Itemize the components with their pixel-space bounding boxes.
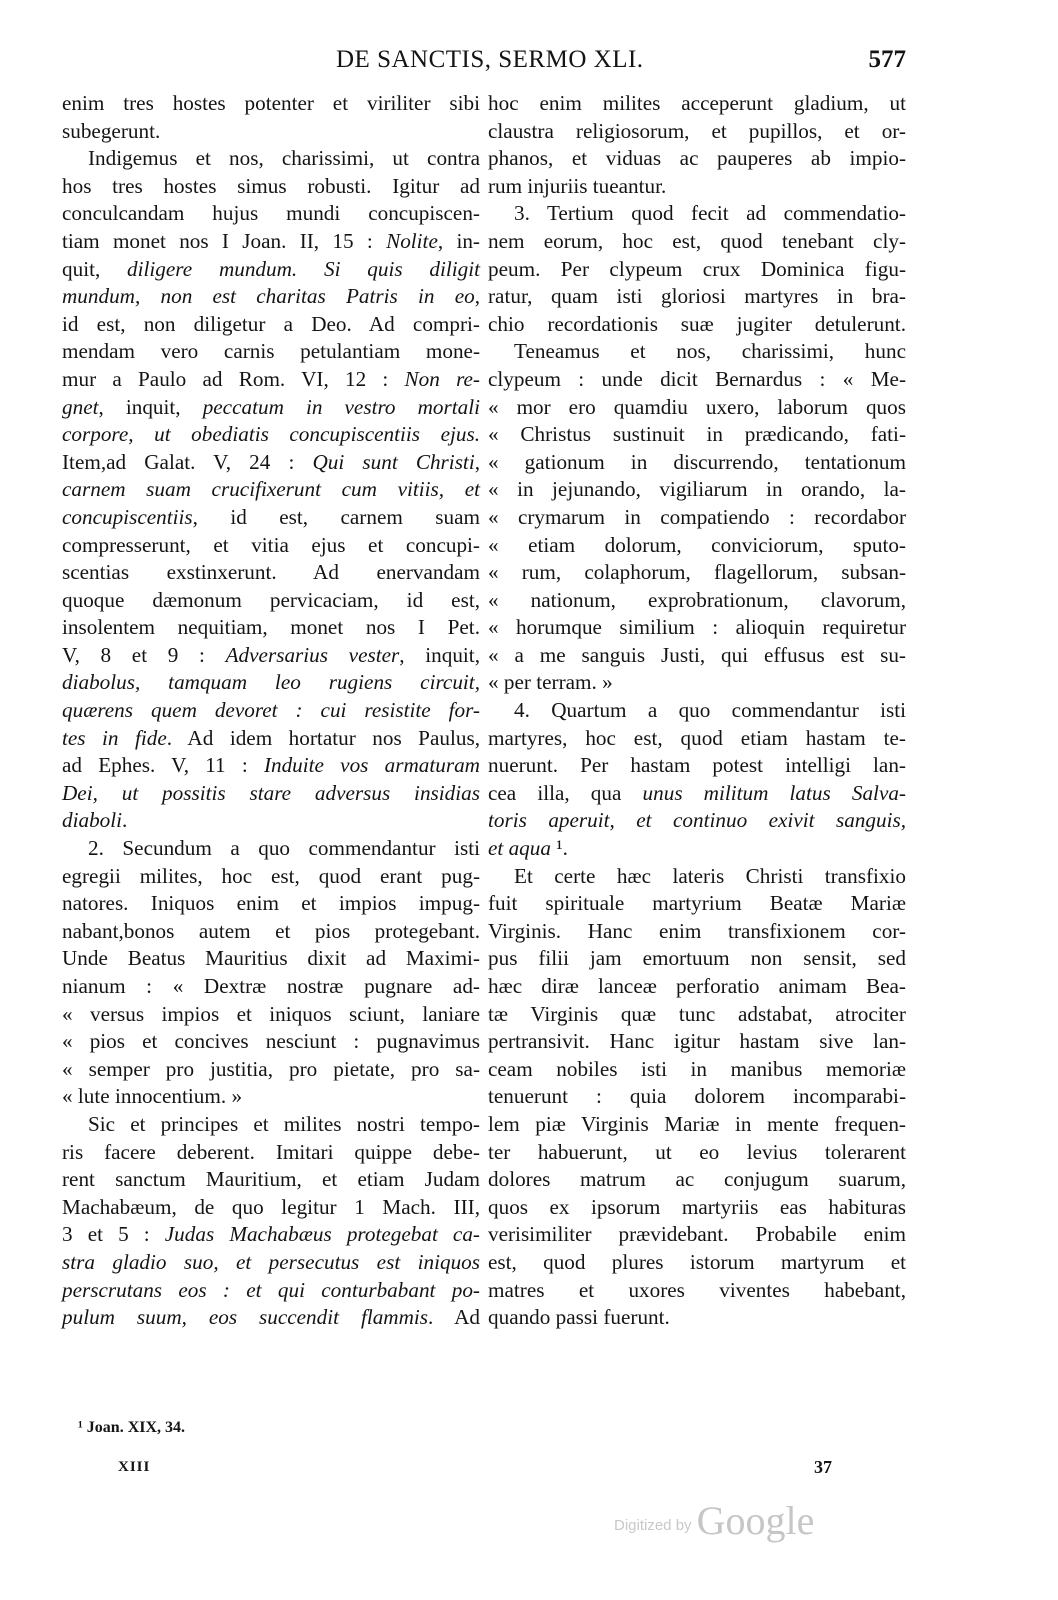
text-line: Dei, ut possitis stare adversus insidias xyxy=(62,780,480,805)
text-line: conculcandam hujus mundi concupiscen- xyxy=(62,201,480,226)
text-line: phanos, et viduas ac pauperes ab impio- xyxy=(488,146,906,171)
text-line: insolentem nequitiam, monet nos I Pet. xyxy=(62,615,480,640)
text-line: martyres, hoc est, quod etiam hastam te- xyxy=(488,725,906,750)
text-line: « lute innocentium. » xyxy=(62,1084,243,1109)
text-line: ceam nobiles isti in manibus memoriæ xyxy=(488,1056,906,1081)
text-line: « nationum, exprobrationum, clavorum, xyxy=(488,587,906,612)
text-line: Item,ad Galat. V, 24 : Qui sunt Christi, xyxy=(62,449,481,474)
text-line: ter habuerunt, ut eo levius tolerarent xyxy=(488,1139,906,1164)
text-line: tenuerunt : quia dolorem incomparabi- xyxy=(488,1084,906,1109)
watermark-brand: Google xyxy=(696,1498,815,1543)
text-line: 3 et 5 : Judas Machabæus protegebat ca- xyxy=(62,1222,480,1247)
text-line: mur a Paulo ad Rom. VI, 12 : Non re- xyxy=(62,366,480,391)
text-line: et aqua ¹. xyxy=(488,836,568,861)
digitized-watermark xyxy=(614,1497,815,1543)
text-line: toris aperuit, et continuo exivit sanguis, xyxy=(488,808,906,833)
text-line: hos tres hostes simus robusti. Igitur ad xyxy=(62,173,480,198)
text-line: Teneamus et nos, charissimi, hunc xyxy=(514,339,906,364)
text-line: V, 8 et 9 : Adversarius vester, inquit, xyxy=(62,642,480,667)
text-line: compresserunt, et vitia ejus et concupi- xyxy=(62,532,480,557)
text-line: quoque dæmonum pervicaciam, id est, xyxy=(62,587,480,612)
text-line: tes in fide. Ad idem hortatur nos Paulus, xyxy=(62,725,480,750)
text-line: rum injuriis tueantur. xyxy=(488,173,667,198)
text-line: « rum, colaphorum, flagellorum, subsan- xyxy=(488,560,906,585)
text-line: mundum, non est charitas Patris in eo, xyxy=(62,284,480,309)
text-line: stra gladio suo, et persecutus est iniquos xyxy=(62,1249,480,1274)
page-number: 577 xyxy=(868,46,906,73)
text-line: corpore, ut obediatis concupiscentiis ejus. xyxy=(62,422,480,447)
text-line: enim tres hostes potenter et viriliter sibi xyxy=(62,91,480,115)
text-line: subegerunt. xyxy=(62,118,161,143)
left-column xyxy=(62,90,480,1332)
text-line: tiam monet nos I Joan. II, 15 : Nolite, in- xyxy=(62,228,480,253)
text-line: Indigemus et nos, charissimi, ut contra xyxy=(88,146,480,171)
text-line: dolores matrum ac conjugum suarum, xyxy=(488,1167,906,1192)
text-line: « mor ero quamdiu uxero, laborum quos xyxy=(488,394,906,419)
text-line: gnet, inquit, peccatum in vestro mortali xyxy=(62,394,480,419)
watermark-prefix: Digitized by xyxy=(614,1517,692,1534)
text-line: carnem suam crucifixerunt cum vitiis, et xyxy=(62,477,480,502)
text-line: « gationum in discurrendo, tentationum xyxy=(488,449,906,474)
text-line: hæc diræ lanceæ perforatio animam Bea- xyxy=(488,974,906,998)
text-line: « etiam dolorum, conviciorum, sputo- xyxy=(488,532,906,557)
text-line: ris facere deberent. Imitari quippe debe- xyxy=(62,1139,480,1164)
text-line: nianum : « Dextræ nostræ pugnare ad- xyxy=(62,974,480,998)
text-line: rent sanctum Mauritium, et etiam Judam xyxy=(62,1167,480,1192)
text-line: peum. Per clypeum crux Dominica figu- xyxy=(488,256,906,281)
text-line: chio recordationis suæ jugiter detulerunt. xyxy=(488,311,906,336)
text-line: nabant,bonos autem et pios protegebant. xyxy=(62,918,480,943)
text-line: nem eorum, hoc est, quod tenebant cly- xyxy=(488,228,906,253)
text-line: pus filii jam emortuum non sensit, sed xyxy=(488,946,906,971)
running-title: DE SANCTIS, SERMO XLI. xyxy=(336,46,644,73)
text-line: mendam vero carnis petulantiam mone- xyxy=(62,339,480,364)
text-line: « pios et concives nesciunt : pugnavimus xyxy=(62,1029,480,1054)
text-line: pertransivit. Hanc igitur hastam sive lan- xyxy=(488,1029,906,1054)
text-line: pulum suum, eos succendit flammis. Ad xyxy=(62,1305,480,1330)
text-line: ratur, quam isti gloriosi martyres in bra- xyxy=(488,284,906,309)
text-line: quærens quem devoret : cui resistite for- xyxy=(62,698,480,723)
text-line: matres et uxores viventes habebant, xyxy=(488,1277,906,1302)
signature-mark-left: XIII xyxy=(118,1459,151,1475)
text-line: fuit spirituale martyrium Beatæ Mariæ xyxy=(488,891,906,916)
page-header xyxy=(0,46,1058,82)
text-line: « in jejunando, vigiliarum in orando, la- xyxy=(488,477,906,502)
text-line: hoc enim milites acceperunt gladium, ut xyxy=(488,91,906,115)
text-line: « Christus sustinuit in prædicando, fati- xyxy=(488,422,906,447)
text-line: ad Ephes. V, 11 : Induite vos armaturam xyxy=(62,753,480,778)
text-line: natores. Iniquos enim et impios impug- xyxy=(62,891,480,916)
text-line: lem piæ Virginis Mariæ in mente frequen- xyxy=(488,1111,906,1136)
text-line: quos ex ipsorum martyriis eas habituras xyxy=(488,1194,906,1219)
text-line: 4. Quartum a quo commendantur isti xyxy=(514,698,906,723)
text-line: Sic et principes et milites nostri tempo- xyxy=(88,1111,480,1136)
right-column xyxy=(488,90,906,1332)
text-line: tæ Virginis quæ tunc adstabat, atrociter xyxy=(488,1001,906,1026)
text-line: « versus impios et iniquos sciunt, laniare xyxy=(62,1001,480,1026)
text-line: cea illa, qua unus militum latus Salva- xyxy=(488,780,906,805)
text-line: Et certe hæc lateris Christi transfixio xyxy=(514,863,906,888)
text-line: 2. Secundum a quo commendantur isti xyxy=(88,836,480,861)
text-line: Unde Beatus Mauritius dixit ad Maximi- xyxy=(62,946,480,971)
text-line: nuerunt. Per hastam potest intelligi lan- xyxy=(488,753,906,778)
text-line: clypeum : unde dicit Bernardus : « Me- xyxy=(488,366,906,391)
text-line: « a me sanguis Justi, qui effusus est su- xyxy=(488,642,906,667)
footnote: ¹ Joan. XIX, 34. xyxy=(78,1419,186,1436)
signature-mark-right: 37 xyxy=(814,1457,832,1477)
text-line: 3. Tertium quod fecit ad commendatio- xyxy=(514,201,906,226)
text-line: « crymarum in compatiendo : recordabor xyxy=(488,504,906,529)
text-line: verisimiliter prævidebant. Probabile enim xyxy=(488,1222,906,1247)
text-line: Machabæum, de quo legitur 1 Mach. III, xyxy=(62,1194,480,1219)
text-line: claustra religiosorum, et pupillos, et or- xyxy=(488,118,906,143)
text-line: egregii milites, hoc est, quod erant pug- xyxy=(62,863,480,888)
text-line: quando passi fuerunt. xyxy=(488,1305,670,1330)
text-line: est, quod plures istorum martyrum et xyxy=(488,1249,906,1274)
text-line: quit, diligere mundum. Si quis diligit xyxy=(62,256,480,281)
text-line: « per terram. » xyxy=(488,670,613,695)
text-line: id est, non diligetur a Deo. Ad compri- xyxy=(62,311,480,336)
text-line: diaboli. xyxy=(62,808,128,833)
text-line: Virginis. Hanc enim transfixionem cor- xyxy=(488,918,906,943)
text-line: perscrutans eos : et qui conturbabant po- xyxy=(62,1277,480,1302)
text-line: concupiscentiis, id est, carnem suam xyxy=(62,504,480,529)
text-line: « horumque similium : alioquin requiretur xyxy=(488,615,906,640)
text-line: « semper pro justitia, pro pietate, pro sa- xyxy=(62,1056,480,1081)
text-line: diabolus, tamquam leo rugiens circuit, xyxy=(62,670,480,695)
text-line: scentias exstinxerunt. Ad enervandam xyxy=(62,560,480,585)
